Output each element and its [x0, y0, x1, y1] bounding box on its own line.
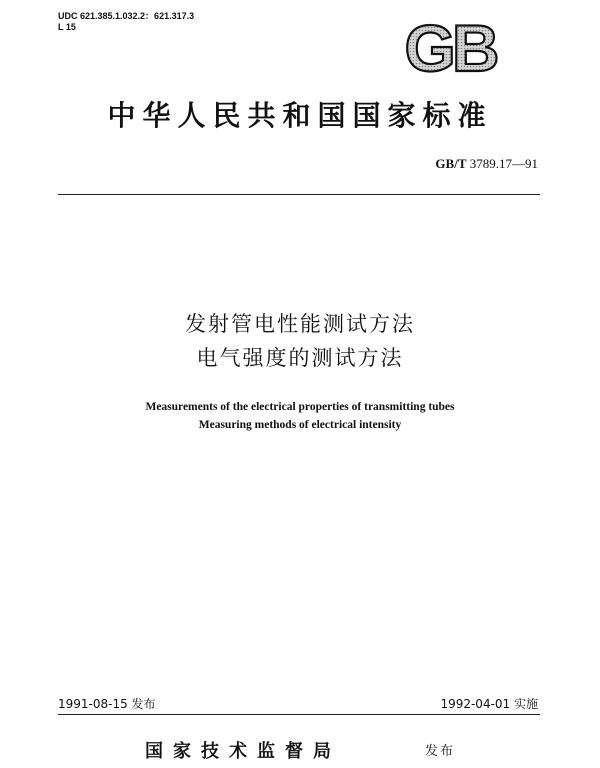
- title-en-line2: Measuring methods of electrical intensity: [198, 419, 402, 431]
- title-en-line1: Measurements of the electrical properties of transmitting tubes: [145, 401, 455, 413]
- udc-code: UDC 621.385.1.032.2：621.317.3: [58, 11, 195, 21]
- issuer-name: 国家技术监督局: [145, 741, 341, 762]
- header-divider: [58, 194, 540, 195]
- standard-prefix: GB/T: [435, 156, 467, 171]
- organization-name: 中华人民共和国国家标准: [107, 99, 493, 132]
- class-code: L 15: [58, 22, 76, 32]
- issue-date: 1991-08-15 发布: [58, 697, 156, 711]
- issue-label: 发布: [425, 744, 456, 759]
- standard-number: [435, 156, 538, 172]
- title-cn-line2: 电气强度的测试方法: [196, 346, 404, 370]
- udc-code-block: [58, 11, 194, 33]
- title-cn-line1: 发射管电性能测试方法: [185, 312, 415, 336]
- gb-logo-icon: [394, 17, 506, 77]
- effective-date: 1992-04-01 实施: [440, 697, 538, 711]
- gb-logo: [394, 17, 506, 77]
- footer-divider: [58, 714, 540, 715]
- standard-code: 3789.17—91: [469, 156, 538, 171]
- gb-logo-text: GB: [404, 17, 496, 77]
